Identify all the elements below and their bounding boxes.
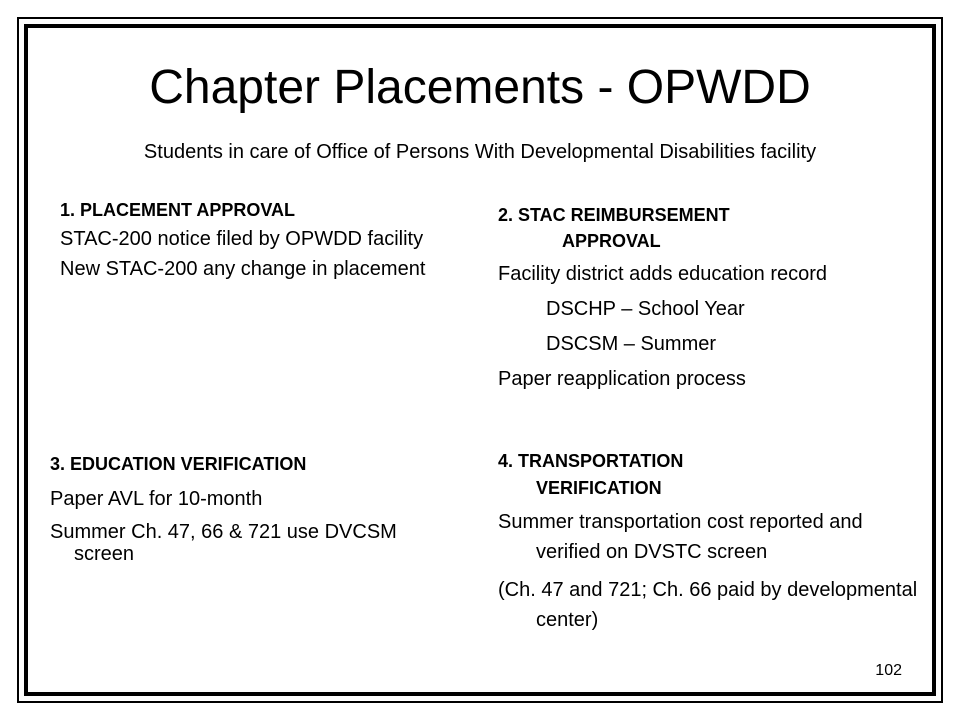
list-item: Paper reapplication process xyxy=(498,368,746,390)
list-item: (Ch. 47 and 721; Ch. 66 paid by developmental center) xyxy=(498,579,918,631)
section-heading-line2: VERIFICATION xyxy=(536,478,662,498)
slide-title: Chapter Placements - OPWDD xyxy=(149,61,811,114)
list-item: Facility district adds education record xyxy=(498,263,828,285)
list-item: STAC-200 notice filed by OPWDD facility xyxy=(60,228,424,250)
section-heading: 3. EDUCATION VERIFICATION xyxy=(50,454,307,474)
slide-subtitle: Students in care of Office of Persons With Developmental Disabilities facility xyxy=(143,141,817,163)
section-heading-line1: 4. TRANSPORTATION xyxy=(498,451,684,471)
list-item: Paper AVL for 10-month xyxy=(50,488,263,510)
section-stac-reimbursement xyxy=(498,201,918,390)
section-heading-line1: 2. STAC REIMBURSEMENT xyxy=(498,205,730,225)
list-subitem: DSCHP – School Year xyxy=(546,298,745,320)
section-heading-line2: APPROVAL xyxy=(562,231,661,251)
section-placement-approval xyxy=(60,196,440,280)
list-item: Summer Ch. 47, 66 & 721 use DVCSM screen xyxy=(50,521,397,565)
page-number: 102 xyxy=(875,662,902,679)
list-subitem: DSCSM – Summer xyxy=(546,333,717,355)
list-item: Summer transportation cost reported and verified on DVSTC screen xyxy=(498,511,863,563)
section-transportation-verification xyxy=(498,447,918,635)
list-item: New STAC-200 any change in placement xyxy=(60,258,426,280)
section-heading: 1. PLACEMENT APPROVAL xyxy=(60,200,296,220)
section-education-verification xyxy=(50,450,440,565)
